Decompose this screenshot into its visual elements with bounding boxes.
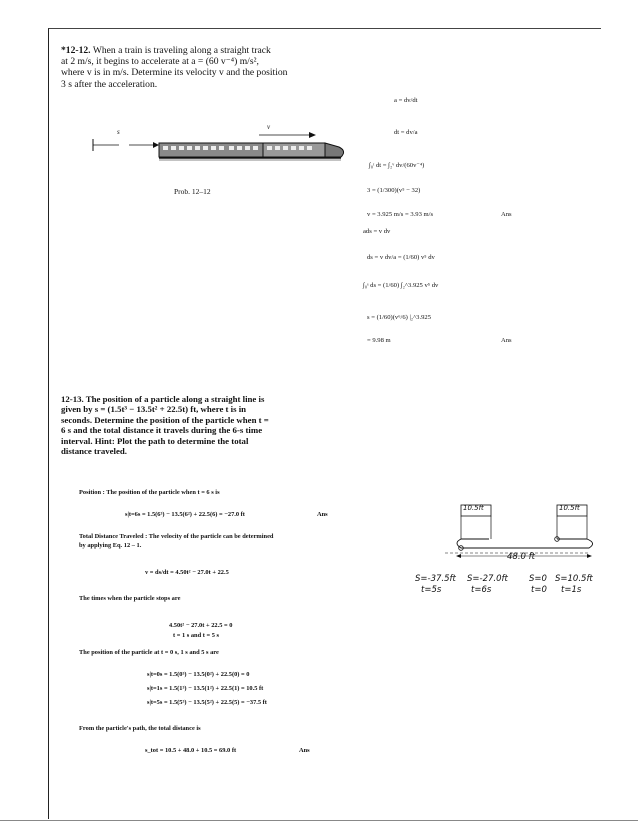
problem-line: seconds. Determine the position of the particle when t = xyxy=(61,414,269,425)
sol-eq: dt = dv/a xyxy=(394,129,418,136)
sol-eq: = 9.98 m xyxy=(367,337,391,344)
sol-eq: 3 = (1/300)(v⁵ − 32) xyxy=(367,187,421,194)
sol-eq: 4.50t² − 27.0t + 22.5 = 0 xyxy=(169,622,233,629)
train-figure xyxy=(89,129,349,189)
handwritten-label: t=6s xyxy=(471,585,492,595)
answer-label: Ans xyxy=(501,211,512,218)
handwritten-label: t=1s xyxy=(561,585,582,595)
answer-label: Ans xyxy=(317,511,328,518)
handwritten-label: S=-37.5ft xyxy=(415,574,456,584)
sol-eq: ads = v dv xyxy=(363,228,391,235)
sol-eq: s|t=6s = 1.5(6³) − 13.5(6²) + 22.5(6) = −27.0 ft xyxy=(125,511,245,518)
distance-heading: Total Distance Traveled : The velocity of the particle can be determined xyxy=(79,533,274,540)
answer-label: Ans xyxy=(501,337,512,344)
problem-line: where v is in m/s. Determine its velocity v and the position xyxy=(61,67,288,79)
sol-eq: v = 3.925 m/s = 3.93 m/s xyxy=(367,211,434,218)
sol-eq: s_tot = 10.5 + 48.0 + 10.5 = 69.0 ft xyxy=(145,747,237,754)
figure-caption: Prob. 12–12 xyxy=(174,187,211,196)
sol-eq: s|t=5s = 1.5(5³) − 13.5(5²) + 22.5(5) = −37.5 ft xyxy=(147,699,267,706)
sol-text: The position of the particle at t = 0 s, 1 s and 5 s are xyxy=(79,649,219,656)
page-bottom-edge xyxy=(0,820,638,821)
sol-eq: s|t=0s = 1.5(0³) − 13.5(0²) + 22.5(0) = 0 xyxy=(147,671,250,678)
problem-12-13-text xyxy=(61,394,361,456)
problem-number: *12-12. xyxy=(61,45,91,56)
position-heading: Position : The position of the particle when t = 6 s is xyxy=(79,489,220,496)
fig-s-label: s xyxy=(117,128,120,136)
sol-eq: s = (1/60)(v⁶/6) |₂^3.925 xyxy=(367,314,432,321)
sol-eq: s|t=1s = 1.5(1³) − 13.5(1²) + 22.5(1) = 10.5 ft xyxy=(147,685,264,692)
handwritten-label: 10.5ft xyxy=(463,504,484,512)
handwritten-label: S=10.5ft xyxy=(555,574,593,584)
problem-line: at 2 m/s, it begins to accelerate at a = (60 v⁻⁴) m/s², xyxy=(61,56,259,68)
problem-line: interval. Hint: Plot the path to determine the total xyxy=(61,435,249,446)
handwritten-label: 10.5ft xyxy=(559,504,580,512)
handwritten-label: t=5s xyxy=(421,585,442,595)
problem-12-12-text xyxy=(61,45,361,90)
problem-line: 6 s and the total distance it travels during the 6-s time xyxy=(61,425,263,436)
textbook-page xyxy=(48,28,601,819)
sol-eq: a = dv/dt xyxy=(394,97,418,104)
problem-line: distance traveled. xyxy=(61,446,127,457)
answer-label: Ans xyxy=(299,747,310,754)
handwritten-label: S=-27.0ft xyxy=(467,574,508,584)
handwritten-label: 48.0 ft xyxy=(507,552,535,562)
handwritten-label: S=0 xyxy=(529,574,547,584)
fig-v-label: v xyxy=(267,123,271,131)
sol-text: From the particle's path, the total distance is xyxy=(79,725,201,732)
sol-eq: t = 1 s and t = 5 s xyxy=(173,632,219,639)
sol-eq: ∫₀ᵗ dt = ∫₂ᵛ dv/(60v⁻⁴) xyxy=(369,162,425,169)
sol-eq: ds = v dv/a = (1/60) v⁵ dv xyxy=(367,254,435,261)
problem-line: When a train is traveling along a straight track xyxy=(92,45,271,56)
problem-line: given by s = (1.5t³ − 13.5t² + 22.5t) ft, where t is in xyxy=(61,404,247,415)
handwritten-label: t=0 xyxy=(531,585,547,595)
sol-text: The times when the particle stops are xyxy=(79,595,181,602)
distance-heading: by applying Eq. 12 – 1. xyxy=(79,542,142,549)
problem-line: 3 s after the acceleration. xyxy=(61,78,158,90)
problem-line: 12-13. The position of a particle along a straight line is xyxy=(61,394,265,404)
sol-eq: v = ds/dt = 4.50t² − 27.0t + 22.5 xyxy=(145,569,229,576)
sol-eq: ∫₀ˢ ds = (1/60) ∫₂^3.925 v⁵ dv xyxy=(363,282,439,289)
